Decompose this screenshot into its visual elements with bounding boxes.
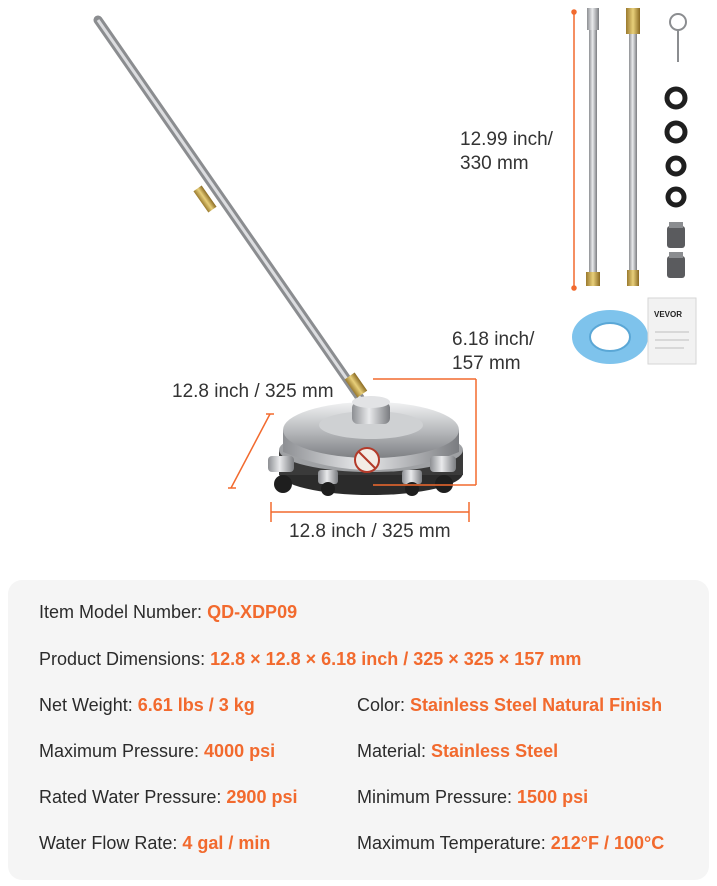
spec-material: Material: Stainless Steel: [357, 741, 559, 761]
width-label: 12.8 inch / 325 mm: [289, 521, 451, 542]
extension-rods: [586, 8, 640, 286]
brand-logo: VEVOR: [654, 310, 683, 319]
specifications-panel: [8, 580, 709, 880]
spec-min-pressure: Minimum Pressure: 1500 psi: [357, 787, 589, 807]
spec-dimensions: Product Dimensions: 12.8 × 12.8 × 6.18 inch / 325 × 325 × 157 mm: [39, 649, 582, 669]
nozzles: [667, 222, 685, 278]
thread-tape: [572, 310, 648, 364]
extension-length-label: 12.99 inch/ 330 mm: [460, 129, 553, 174]
surface-cleaner: [268, 396, 463, 496]
o-rings: [667, 89, 685, 205]
spec-color: Color: Stainless Steel Natural Finish: [357, 695, 663, 715]
manual-card: [648, 298, 696, 364]
depth-label: 12.8 inch / 325 mm: [172, 381, 334, 402]
spec-net-weight: Net Weight: 6.61 lbs / 3 kg: [39, 695, 255, 715]
spec-rated-pressure: Rated Water Pressure: 2900 psi: [39, 787, 298, 807]
spec-max-pressure: Maximum Pressure: 4000 psi: [39, 741, 276, 761]
pin-icon: [670, 14, 686, 62]
height-label: 6.18 inch/ 157 mm: [452, 329, 535, 374]
spec-model: Item Model Number: QD-XDP09: [39, 602, 298, 622]
extension-wand: [98, 20, 382, 418]
spec-flow-rate: Water Flow Rate: 4 gal / min: [39, 833, 271, 853]
spec-max-temperature: Maximum Temperature: 212°F / 100°C: [357, 833, 665, 853]
